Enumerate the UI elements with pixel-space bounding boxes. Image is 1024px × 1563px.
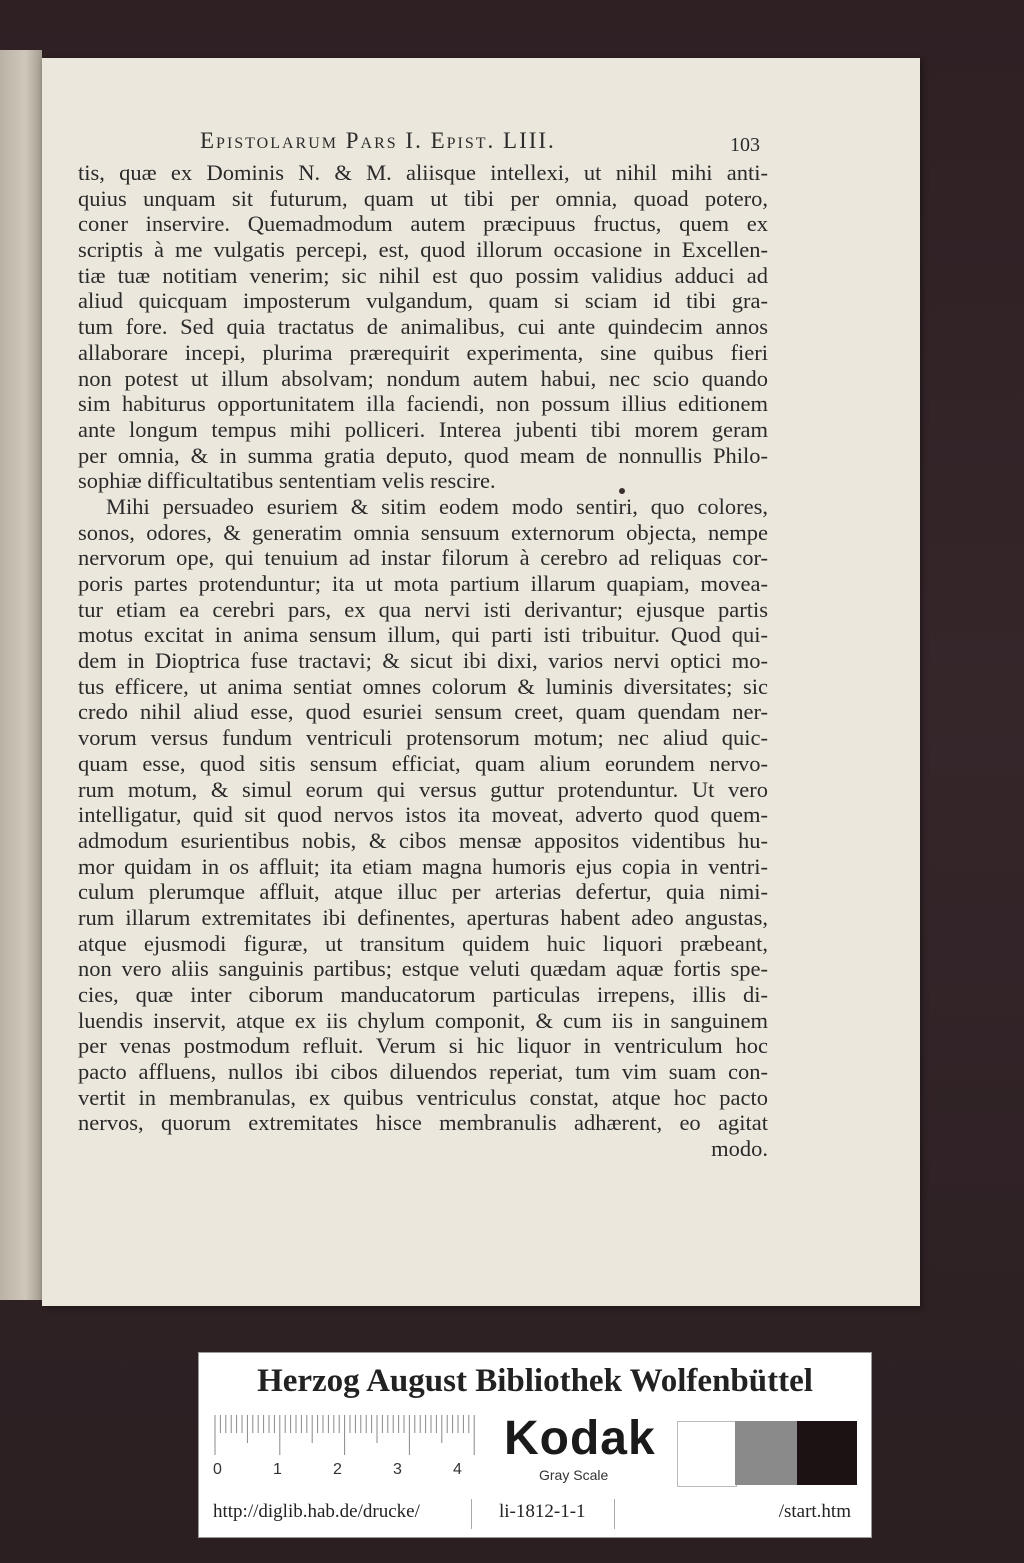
text-line: pacto affluens, nullos ibi cibos diluendos reperiat, tum vim suam con- (78, 1059, 768, 1085)
text-line: per omnia, & in summa gratia deputo, quod meam de nonnullis Philo- (78, 442, 768, 468)
text-line: tur etiam ea cerebri pars, ex qua nervi isti derivantur; ejusque partis (78, 596, 768, 622)
text-line: per venas postmodum refluit. Verum si hic liquor in ventriculum hoc (78, 1033, 768, 1059)
swatch-gray (735, 1421, 797, 1485)
text-line: scriptis à me vulgatis percepi, est, quod illorum occasione in Excellen- (78, 237, 768, 263)
url-suffix: /start.htm (778, 1501, 851, 1522)
text-line: sophiæ difficultatibus sententiam velis rescire. (78, 468, 496, 494)
gray-scale-caption: Gray Scale (539, 1467, 609, 1483)
page-number: 103 (730, 134, 760, 156)
text-line: dem in Dioptrica fuse tractavi; & sicut ibi dixi, varios nervi optici mo- (78, 648, 768, 674)
text-line: non potest ut illum absolvam; nondum autem habui, nec scio quando (78, 365, 768, 391)
text-line: luendis inservit, atque ex iis chylum componit, & cum iis in sanguinem (78, 1007, 768, 1033)
text-line: rum illarum extremitates ibi definentes, aperturas habent adeo angustas, (78, 904, 768, 930)
text-line: cies, quæ inter ciborum manducatorum particulas irrepens, illis di- (78, 982, 768, 1007)
url-prefix: http://diglib.hab.de/drucke/ (213, 1501, 420, 1522)
shelfmark: li-1812-1-1 (499, 1501, 586, 1522)
text-line: ante longum tempus mihi polliceri. Interea jubenti tibi morem geram (78, 416, 768, 442)
text-line: culum plerumque affluit, atque illuc per arterias defertur, quia nimi- (78, 879, 768, 905)
text-line: vertit in membranulas, ex quibus ventriculus constat, atque hoc pacto (78, 1084, 768, 1110)
text-line: sim habiturus opportunitatem illa faciendi, non possum illius editionem (78, 391, 768, 417)
kodak-brand: Kodak (504, 1412, 656, 1465)
text-line: mor quidam in os affluit; ita etiam magna humoris ejus copia in ventri- (78, 853, 768, 879)
label-footer (199, 1501, 871, 1531)
text-line: aliud quicquam imposterum vulgandum, quam si sciam id tibi gra- (78, 288, 768, 314)
text-line: Mihi persuadeo esuriem & sitim eodem modo sentiri, quo colores, (106, 493, 768, 519)
text-line: atque ejusmodi figuræ, ut transitum quidem huic liquori præbeant, (78, 930, 768, 956)
text-line: rum motum, & simul eorum qui versus guttur protenduntur. Ut vero (78, 776, 768, 802)
adjacent-page-edge (0, 50, 42, 1300)
text-line: tum fore. Sed quia tractatus de animalibus, cui ante quindecim annos (78, 314, 768, 340)
catchword: modo. (711, 1136, 768, 1162)
text-line: coner inservire. Quemadmodum autem præcipuus fructus, quem ex (78, 211, 768, 237)
ruler-number-4: 4 (453, 1461, 462, 1478)
text-line: quam esse, quod sitis sensum efficiat, quam alium eorundem nervo- (78, 750, 768, 776)
text-line: motus excitat in anima sensum illum, qui parti isti tribuitur. Quod qui- (78, 622, 768, 648)
text-line: tis, quæ ex Dominis N. & M. aliisque intellexi, ut nihil mihi anti- (78, 160, 768, 185)
ruler-number-3: 3 (393, 1461, 402, 1478)
ruler-numbers (213, 1461, 483, 1481)
letter-text (78, 160, 768, 1162)
ruler-number-1: 1 (273, 1461, 282, 1478)
text-line: tiæ tuæ notitiam venerim; sic nihil est quo possim validius adduci ad (78, 262, 768, 288)
swatch-black (797, 1421, 857, 1485)
text-line: sonos, odores, & generatim omnia sensuum externorum objecta, nempe (78, 519, 768, 545)
swatch-white (677, 1421, 737, 1487)
text-line: quius unquam sit futurum, quam ut tibi per omnia, quoad potero, (78, 185, 768, 211)
library-label (198, 1352, 872, 1538)
text-line: vorum versus fundum ventriculi protensorum motum; nec aliud quic- (78, 725, 768, 751)
text-line: allaborare incepi, plurima prærequirit experimenta, sine quibus fieri (78, 339, 768, 365)
text-line: intelligatur, quid sit quod nervos istos ita moveat, adverto quod quem- (78, 802, 768, 828)
text-line: poris partes protenduntur; ita ut mota partium illarum quapiam, movea- (78, 571, 768, 596)
ruler-number-0: 0 (213, 1461, 222, 1478)
ruler-number-2: 2 (333, 1461, 342, 1478)
text-line: nervos, quorum extremitates hisce membranulis adhærent, eo agitat (78, 1110, 768, 1136)
text-line: credo nihil aliud esse, quod esuriei sensum creet, quam quendam ner- (78, 699, 768, 725)
institution-name: Herzog August Bibliothek Wolfenbüttel (257, 1363, 813, 1399)
measurement-ruler (213, 1415, 483, 1457)
ink-speck (619, 488, 625, 494)
running-head-title: Epistolarum Pars I. Epist. LIII. (200, 128, 556, 153)
footer-divider-2 (614, 1499, 615, 1529)
running-head (200, 128, 760, 158)
text-line: nervorum ope, qui tenuium ad instar filorum à cerebro ad reliquas cor- (78, 545, 768, 571)
text-line: non vero aliis sanguinis partibus; estque veluti quædam aquæ fortis spe- (78, 956, 768, 982)
footer-divider-1 (471, 1499, 472, 1529)
text-line: admodum esurientibus nobis, & cibos mensæ appositos videntibus hu- (78, 827, 768, 853)
text-line: tus efficere, ut anima sentiat omnes colorum & luminis diversitates; sic (78, 673, 768, 699)
